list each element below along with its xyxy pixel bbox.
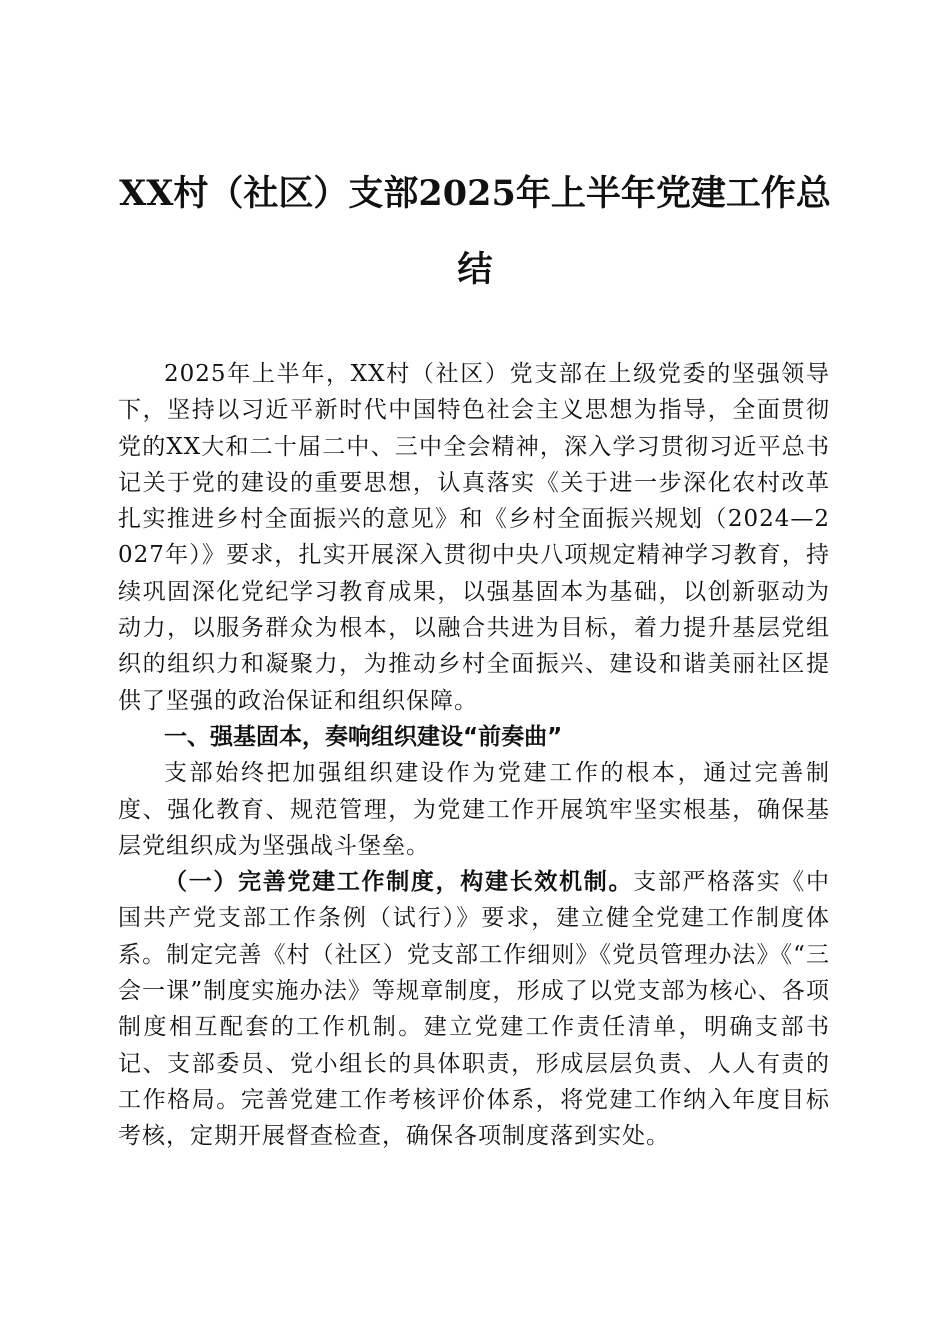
subsection-1-lead: （一）完善党建工作制度，构建长效机制。 [164, 868, 634, 896]
subsection-1-paragraph [118, 864, 830, 1154]
intro-paragraph: 2025年上半年，XX村（社区）党支部在上级党委的坚强领导下，坚持以习近平新时代中国特色社会主义思想为指导，全面贯彻党的XX大和二十届二中、三中全会精神，深入学习贯彻习近平总书记关于党的建设的重要思想，认真落实《关于进一步深化农村改革扎实推进乡村全面振兴的意见》和《乡村全面振兴规划（2024—2027年）》要求，扎实开展深入贯彻中央八项规定精神学习教育，持续巩固深化党纪学习教育成果，以强基固本为基础，以创新驱动为动力，以服务群众为根本，以融合共进为目标，着力提升基层党组织的组织力和凝聚力，为推动乡村全面振兴、建设和谐美丽社区提供了坚强的政治保证和组织保障。 [118, 361, 830, 714]
document-body [118, 356, 830, 1155]
section-heading-1: 一、强基固本，奏响组织建设“前奏曲” [164, 723, 563, 750]
document-title: XX村（社区）支部2025年上半年党建工作总结 [119, 173, 831, 290]
section-1-paragraph: 支部始终把加强组织建设作为党建工作的根本，通过完善制度、强化教育、规范管理，为党建工作开展筑牢坚实根基，确保基层党组织成为坚强战斗堡垒。 [118, 760, 830, 859]
subsection-1-body: 支部严格落实《中国共产党支部工作条例（试行）》要求，建立健全党建工作制度体系。制定完善《村（社区）党支部工作细则》《党员管理办法》《“三会一课”制度实施办法》等规章制度，形成了以党支部为核心、各项制度相互配套的工作机制。建立党建工作责任清单，明确支部书记、支部委员、党小组长的具体职责，形成层层负责、人人有责的工作格局。完善党建工作考核评价体系，将党建工作纳入年度目标考核，定期开展督查检查，确保各项制度落到实处。 [118, 869, 831, 1150]
